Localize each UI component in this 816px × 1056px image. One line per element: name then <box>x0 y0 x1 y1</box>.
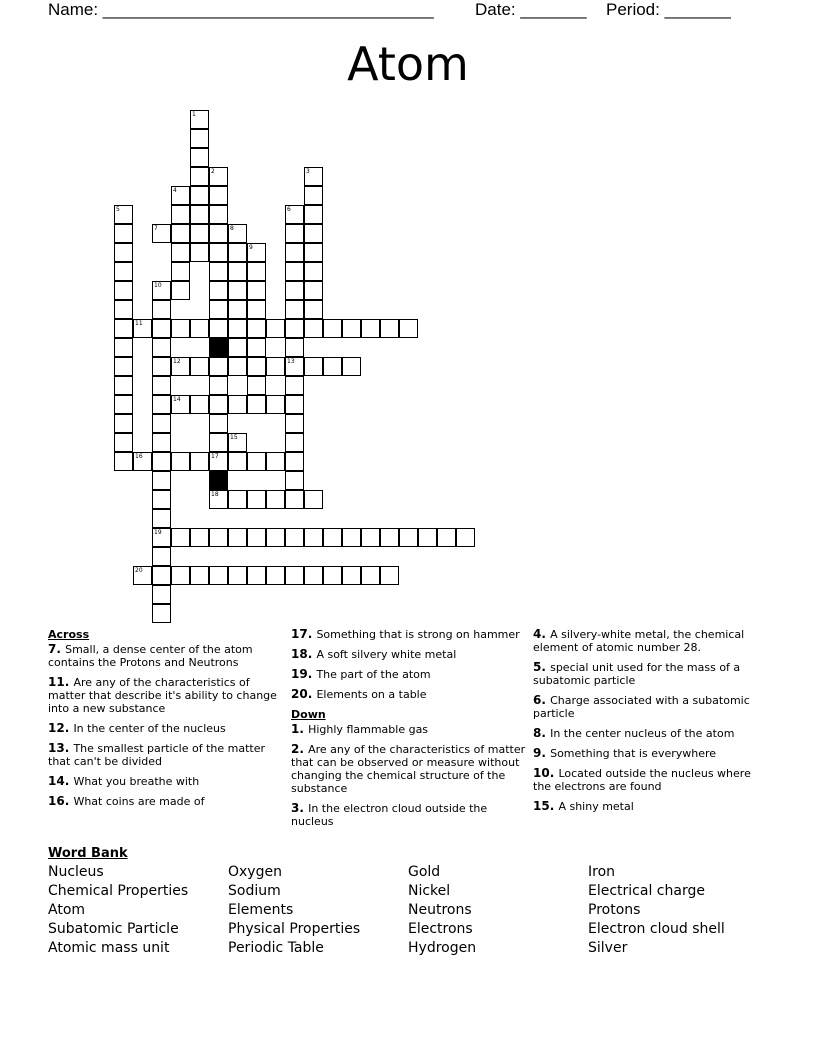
crossword-cell[interactable] <box>152 471 171 490</box>
crossword-cell[interactable] <box>152 509 171 528</box>
crossword-cell[interactable] <box>247 395 266 414</box>
crossword-cell[interactable] <box>247 338 266 357</box>
crossword-cell[interactable] <box>304 357 323 376</box>
crossword-cell[interactable] <box>171 395 190 414</box>
crossword-cell[interactable] <box>456 528 475 547</box>
clue-text: Located outside the nucleus where the electrons are found <box>533 767 751 793</box>
clue-item <box>291 743 527 795</box>
word-bank-item: Iron <box>588 864 616 880</box>
word-bank-item: Atomic mass unit <box>48 940 170 956</box>
crossword-cell[interactable] <box>152 376 171 395</box>
clue-number: 2. <box>291 742 309 756</box>
crossword-cell[interactable] <box>285 281 304 300</box>
clue-text: The part of the atom <box>316 668 431 681</box>
word-bank-item: Electrons <box>408 921 473 937</box>
crossword-cell[interactable] <box>152 585 171 604</box>
crossword-cell[interactable] <box>228 452 247 471</box>
clue-number: 18. <box>291 647 317 661</box>
clue-number: 1 <box>192 111 196 118</box>
crossword-cell[interactable] <box>247 357 266 376</box>
crossword-cell[interactable] <box>209 205 228 224</box>
crossword-cell[interactable] <box>342 319 361 338</box>
crossword-cell[interactable] <box>209 281 228 300</box>
crossword-cell[interactable] <box>152 566 171 585</box>
crossword-cell[interactable] <box>285 357 304 376</box>
crossword-cell[interactable] <box>152 357 171 376</box>
word-bank-columns <box>48 863 788 963</box>
clue-number: 18 <box>211 491 219 498</box>
word-bank-item: Electrical charge <box>588 883 705 899</box>
crossword-cell[interactable] <box>323 357 342 376</box>
crossword-cell[interactable] <box>171 357 190 376</box>
clue-number: 9. <box>533 746 551 760</box>
word-bank-item: Nucleus <box>48 864 104 880</box>
shaded-cell <box>209 471 228 490</box>
crossword-cell[interactable] <box>190 148 209 167</box>
clue-text: Are any of the characteristics of matter that describe it's ability to change into a new substance <box>48 676 277 715</box>
crossword-cell[interactable] <box>114 262 133 281</box>
crossword-cell[interactable] <box>285 566 304 585</box>
crossword-cell[interactable] <box>209 566 228 585</box>
word-bank-column <box>48 863 228 958</box>
clue-number: 17. <box>291 627 317 641</box>
crossword-cell[interactable] <box>209 376 228 395</box>
clue-text: Are any of the characteristics of matter that can be observed or measure without changing the chemical structure of the substance <box>291 743 526 795</box>
crossword-cell[interactable] <box>209 395 228 414</box>
word-bank-item: Physical Properties <box>228 921 361 937</box>
crossword-cell[interactable] <box>247 262 266 281</box>
crossword-cell[interactable] <box>190 243 209 262</box>
crossword-cell[interactable] <box>209 452 228 471</box>
clue-number: 9 <box>249 244 253 251</box>
page-title: Atom <box>347 37 469 91</box>
crossword-cell[interactable] <box>190 186 209 205</box>
crossword-cell[interactable] <box>209 528 228 547</box>
crossword-cell[interactable] <box>304 490 323 509</box>
word-bank <box>48 845 788 963</box>
crossword-cell[interactable] <box>152 338 171 357</box>
word-bank-item: Silver <box>588 940 628 956</box>
crossword-cell[interactable] <box>114 281 133 300</box>
clue-item <box>533 767 769 793</box>
clue-number: 1. <box>291 722 309 736</box>
crossword-cell[interactable] <box>133 566 152 585</box>
clue-number: 19 <box>154 529 162 536</box>
clue-item <box>48 676 284 715</box>
crossword-cell[interactable] <box>114 433 133 452</box>
crossword-cell[interactable] <box>114 452 133 471</box>
crossword-cell[interactable] <box>152 547 171 566</box>
crossword-cell[interactable] <box>247 566 266 585</box>
crossword-cell[interactable] <box>285 319 304 338</box>
crossword-cell[interactable] <box>228 224 247 243</box>
clue-item <box>48 775 284 788</box>
clue-text: The smallest particle of the matter that can't be divided <box>48 742 266 768</box>
crossword-cell[interactable] <box>285 452 304 471</box>
crossword-cell[interactable] <box>209 300 228 319</box>
crossword-cell[interactable] <box>114 414 133 433</box>
crossword-cell[interactable] <box>152 528 171 547</box>
clue-item <box>533 628 769 654</box>
clue-number: 3 <box>306 168 310 175</box>
clue-number: 12. <box>48 721 74 735</box>
clue-number: 14 <box>173 396 181 403</box>
clue-number: 20. <box>291 687 317 701</box>
clue-number: 12 <box>173 358 181 365</box>
date-field[interactable]: Date: _______ <box>475 0 587 19</box>
crossword-cell[interactable] <box>304 281 323 300</box>
clue-item <box>48 643 284 669</box>
crossword-cell[interactable] <box>152 433 171 452</box>
crossword-cell[interactable] <box>266 528 285 547</box>
crossword-cell[interactable] <box>228 319 247 338</box>
clue-text: Charge associated with a subatomic particle <box>533 694 750 720</box>
crossword-cell[interactable] <box>209 186 228 205</box>
clue-text: In the electron cloud outside the nucleus <box>291 802 488 828</box>
clue-text: Something that is everywhere <box>550 747 717 760</box>
crossword-cell[interactable] <box>304 224 323 243</box>
crossword-cell[interactable] <box>304 205 323 224</box>
crossword-cell[interactable] <box>114 205 133 224</box>
crossword-cell[interactable] <box>247 376 266 395</box>
word-bank-item: Hydrogen <box>408 940 477 956</box>
crossword-cell[interactable] <box>361 528 380 547</box>
clue-number: 7. <box>48 642 66 656</box>
clue-number: 15 <box>230 434 238 441</box>
crossword-cell[interactable] <box>228 395 247 414</box>
shaded-cell <box>209 338 228 357</box>
crossword-cell[interactable] <box>228 490 247 509</box>
clue-item <box>533 747 769 760</box>
crossword-cell[interactable] <box>171 243 190 262</box>
crossword-cell[interactable] <box>380 319 399 338</box>
crossword-cell[interactable] <box>190 566 209 585</box>
crossword-cell[interactable] <box>171 281 190 300</box>
crossword-cell[interactable] <box>228 338 247 357</box>
crossword-cell[interactable] <box>304 262 323 281</box>
crossword-cell[interactable] <box>133 452 152 471</box>
crossword-cell[interactable] <box>323 528 342 547</box>
down-heading: Down <box>291 708 326 721</box>
crossword-cell[interactable] <box>190 452 209 471</box>
crossword-cell[interactable] <box>285 224 304 243</box>
across-heading: Across <box>48 628 90 641</box>
clue-item <box>533 661 769 687</box>
crossword-cell[interactable] <box>285 471 304 490</box>
crossword-cell[interactable] <box>285 376 304 395</box>
crossword-cell[interactable] <box>171 186 190 205</box>
crossword-cell[interactable] <box>266 490 285 509</box>
crossword-cell[interactable] <box>399 528 418 547</box>
crossword-cell[interactable] <box>152 452 171 471</box>
crossword-cell[interactable] <box>190 395 209 414</box>
crossword-cell[interactable] <box>323 319 342 338</box>
crossword-cell[interactable] <box>152 414 171 433</box>
clues-column-2 <box>291 628 527 835</box>
crossword-cell[interactable] <box>190 205 209 224</box>
crossword-cell[interactable] <box>190 357 209 376</box>
clue-text: A shiny metal <box>558 800 634 813</box>
crossword-cell[interactable] <box>228 281 247 300</box>
crossword-cell[interactable] <box>209 243 228 262</box>
word-bank-item: Subatomic Particle <box>48 921 179 937</box>
crossword-cell[interactable] <box>266 357 285 376</box>
period-field[interactable]: Period: _______ <box>606 0 731 19</box>
crossword-cell[interactable] <box>133 319 152 338</box>
crossword-cell[interactable] <box>114 395 133 414</box>
crossword-cell[interactable] <box>114 300 133 319</box>
clue-text: A soft silvery white metal <box>316 648 457 661</box>
crossword-cell[interactable] <box>361 566 380 585</box>
crossword-cell[interactable] <box>285 490 304 509</box>
crossword-cell[interactable] <box>285 205 304 224</box>
clue-number: 8. <box>533 726 551 740</box>
crossword-cell[interactable] <box>114 338 133 357</box>
crossword-cell[interactable] <box>209 490 228 509</box>
crossword-cell[interactable] <box>304 319 323 338</box>
clue-number: 6 <box>287 206 291 213</box>
crossword-cell[interactable] <box>304 243 323 262</box>
word-bank-item: Protons <box>588 902 641 918</box>
crossword-cell[interactable] <box>285 528 304 547</box>
clue-number: 13. <box>48 741 74 755</box>
crossword-cell[interactable] <box>304 566 323 585</box>
word-bank-column <box>588 863 768 958</box>
crossword-cell[interactable] <box>304 528 323 547</box>
crossword-cell[interactable] <box>266 452 285 471</box>
crossword-cell[interactable] <box>285 395 304 414</box>
clue-number: 11 <box>135 320 143 327</box>
crossword-cell[interactable] <box>228 433 247 452</box>
crossword-cell[interactable] <box>228 357 247 376</box>
clue-item <box>291 723 527 736</box>
crossword-cell[interactable] <box>152 281 171 300</box>
crossword-cell[interactable] <box>247 319 266 338</box>
name-field[interactable]: Name: ___________________________________ <box>48 0 434 19</box>
crossword-cell[interactable] <box>247 452 266 471</box>
crossword-cell[interactable] <box>190 129 209 148</box>
clues-column-1 <box>48 628 284 815</box>
word-bank-item: Electron cloud shell <box>588 921 725 937</box>
crossword-cell[interactable] <box>247 300 266 319</box>
clue-item <box>48 722 284 735</box>
crossword-cell[interactable] <box>152 300 171 319</box>
crossword-cell[interactable] <box>342 528 361 547</box>
crossword-cell[interactable] <box>380 566 399 585</box>
crossword-cell[interactable] <box>152 395 171 414</box>
clues-column-3 <box>533 628 769 820</box>
clue-number: 5 <box>116 206 120 213</box>
crossword-cell[interactable] <box>209 433 228 452</box>
clue-item <box>291 802 527 828</box>
crossword-cell[interactable] <box>209 224 228 243</box>
crossword-cell[interactable] <box>247 490 266 509</box>
crossword-cell[interactable] <box>171 566 190 585</box>
word-bank-column <box>228 863 408 958</box>
clue-number: 20 <box>135 567 143 574</box>
clue-number: 11. <box>48 675 74 689</box>
crossword-cell[interactable] <box>190 167 209 186</box>
clue-number: 10. <box>533 766 559 780</box>
crossword-cell[interactable] <box>114 357 133 376</box>
clue-item <box>291 668 527 681</box>
crossword-cell[interactable] <box>114 243 133 262</box>
crossword-cell[interactable] <box>171 319 190 338</box>
word-bank-title: Word Bank <box>48 846 128 861</box>
crossword-cell[interactable] <box>114 319 133 338</box>
crossword-cell[interactable] <box>285 338 304 357</box>
word-bank-item: Atom <box>48 902 86 918</box>
clue-text: A silvery-white metal, the chemical element of atomic number 28. <box>533 628 745 654</box>
crossword-cell[interactable] <box>171 205 190 224</box>
crossword-cell[interactable] <box>247 528 266 547</box>
crossword-cell[interactable] <box>304 167 323 186</box>
word-bank-item: Elements <box>228 902 294 918</box>
crossword-cell[interactable] <box>266 566 285 585</box>
crossword-cell[interactable] <box>228 243 247 262</box>
crossword-cell[interactable] <box>152 224 171 243</box>
crossword-cell[interactable] <box>209 167 228 186</box>
clue-text: Something that is strong on hammer <box>316 628 520 641</box>
clue-text: In the center of the nucleus <box>73 722 226 735</box>
crossword-cell[interactable] <box>209 319 228 338</box>
word-bank-column <box>408 863 588 958</box>
clue-number: 13 <box>287 358 295 365</box>
clue-number: 10 <box>154 282 162 289</box>
crossword-cell[interactable] <box>228 300 247 319</box>
crossword-cell[interactable] <box>342 566 361 585</box>
clue-number: 4 <box>173 187 177 194</box>
crossword-cell[interactable] <box>304 300 323 319</box>
clue-item <box>533 694 769 720</box>
clue-number: 2 <box>211 168 215 175</box>
clue-number: 16 <box>135 453 143 460</box>
crossword-cell[interactable] <box>228 262 247 281</box>
clue-number: 3. <box>291 801 309 815</box>
clue-item <box>48 795 284 808</box>
clue-item <box>291 688 527 701</box>
clue-text: In the center nucleus of the atom <box>550 727 735 740</box>
crossword-cell[interactable] <box>209 262 228 281</box>
crossword-cell[interactable] <box>152 319 171 338</box>
crossword-cell[interactable] <box>285 433 304 452</box>
clue-item <box>533 727 769 740</box>
crossword-cell[interactable] <box>304 186 323 205</box>
crossword-cell[interactable] <box>114 376 133 395</box>
clue-text: special unit used for the mass of a subatomic particle <box>533 661 741 687</box>
crossword-cell[interactable] <box>171 262 190 281</box>
clue-text: Elements on a table <box>316 688 427 701</box>
crossword-cell[interactable] <box>190 528 209 547</box>
crossword-cell[interactable] <box>114 224 133 243</box>
crossword-cell[interactable] <box>418 528 437 547</box>
clue-item <box>48 742 284 768</box>
clue-number: 5. <box>533 660 551 674</box>
crossword-cell[interactable] <box>171 528 190 547</box>
word-bank-item: Sodium <box>228 883 281 899</box>
crossword-cell[interactable] <box>361 319 380 338</box>
crossword-cell[interactable] <box>171 224 190 243</box>
crossword-cell[interactable] <box>190 110 209 129</box>
crossword-cell[interactable] <box>190 224 209 243</box>
clue-number: 8 <box>230 225 234 232</box>
crossword-cell[interactable] <box>209 357 228 376</box>
crossword-cell[interactable] <box>209 414 228 433</box>
word-bank-item: Periodic Table <box>228 940 324 956</box>
crossword-cell[interactable] <box>266 395 285 414</box>
clue-number: 7 <box>154 225 158 232</box>
crossword-cell[interactable] <box>342 357 361 376</box>
clue-number: 6. <box>533 693 551 707</box>
clue-number: 17 <box>211 453 219 460</box>
crossword-cell[interactable] <box>228 528 247 547</box>
crossword-cell[interactable] <box>152 604 171 623</box>
crossword-cell[interactable] <box>285 262 304 281</box>
word-bank-item: Oxygen <box>228 864 282 880</box>
clue-item <box>533 800 769 813</box>
crossword-cell[interactable] <box>266 319 285 338</box>
crossword-cell[interactable] <box>285 300 304 319</box>
clue-number: 16. <box>48 794 74 808</box>
clue-item <box>291 628 527 641</box>
crossword-cell[interactable] <box>247 281 266 300</box>
crossword-cell[interactable] <box>247 243 266 262</box>
crossword-cell[interactable] <box>285 414 304 433</box>
clue-text: What you breathe with <box>73 775 200 788</box>
crossword-cell[interactable] <box>380 528 399 547</box>
crossword-cell[interactable] <box>228 566 247 585</box>
crossword-cell[interactable] <box>152 490 171 509</box>
clue-number: 14. <box>48 774 74 788</box>
clue-number: 15. <box>533 799 559 813</box>
crossword-cell[interactable] <box>437 528 456 547</box>
crossword-cell[interactable] <box>171 452 190 471</box>
word-bank-item: Gold <box>408 864 441 880</box>
crossword-cell[interactable] <box>285 243 304 262</box>
clue-text: What coins are made of <box>73 795 205 808</box>
word-bank-item: Neutrons <box>408 902 472 918</box>
crossword-cell[interactable] <box>399 319 418 338</box>
word-bank-item: Nickel <box>408 883 451 899</box>
clue-number: 19. <box>291 667 317 681</box>
clue-text: Highly flammable gas <box>308 723 429 736</box>
crossword-cell[interactable] <box>323 566 342 585</box>
word-bank-item: Chemical Properties <box>48 883 189 899</box>
clue-item <box>291 648 527 661</box>
crossword-cell[interactable] <box>190 319 209 338</box>
clue-text: Small, a dense center of the atom contains the Protons and Neutrons <box>48 643 253 669</box>
clue-number: 4. <box>533 627 551 641</box>
